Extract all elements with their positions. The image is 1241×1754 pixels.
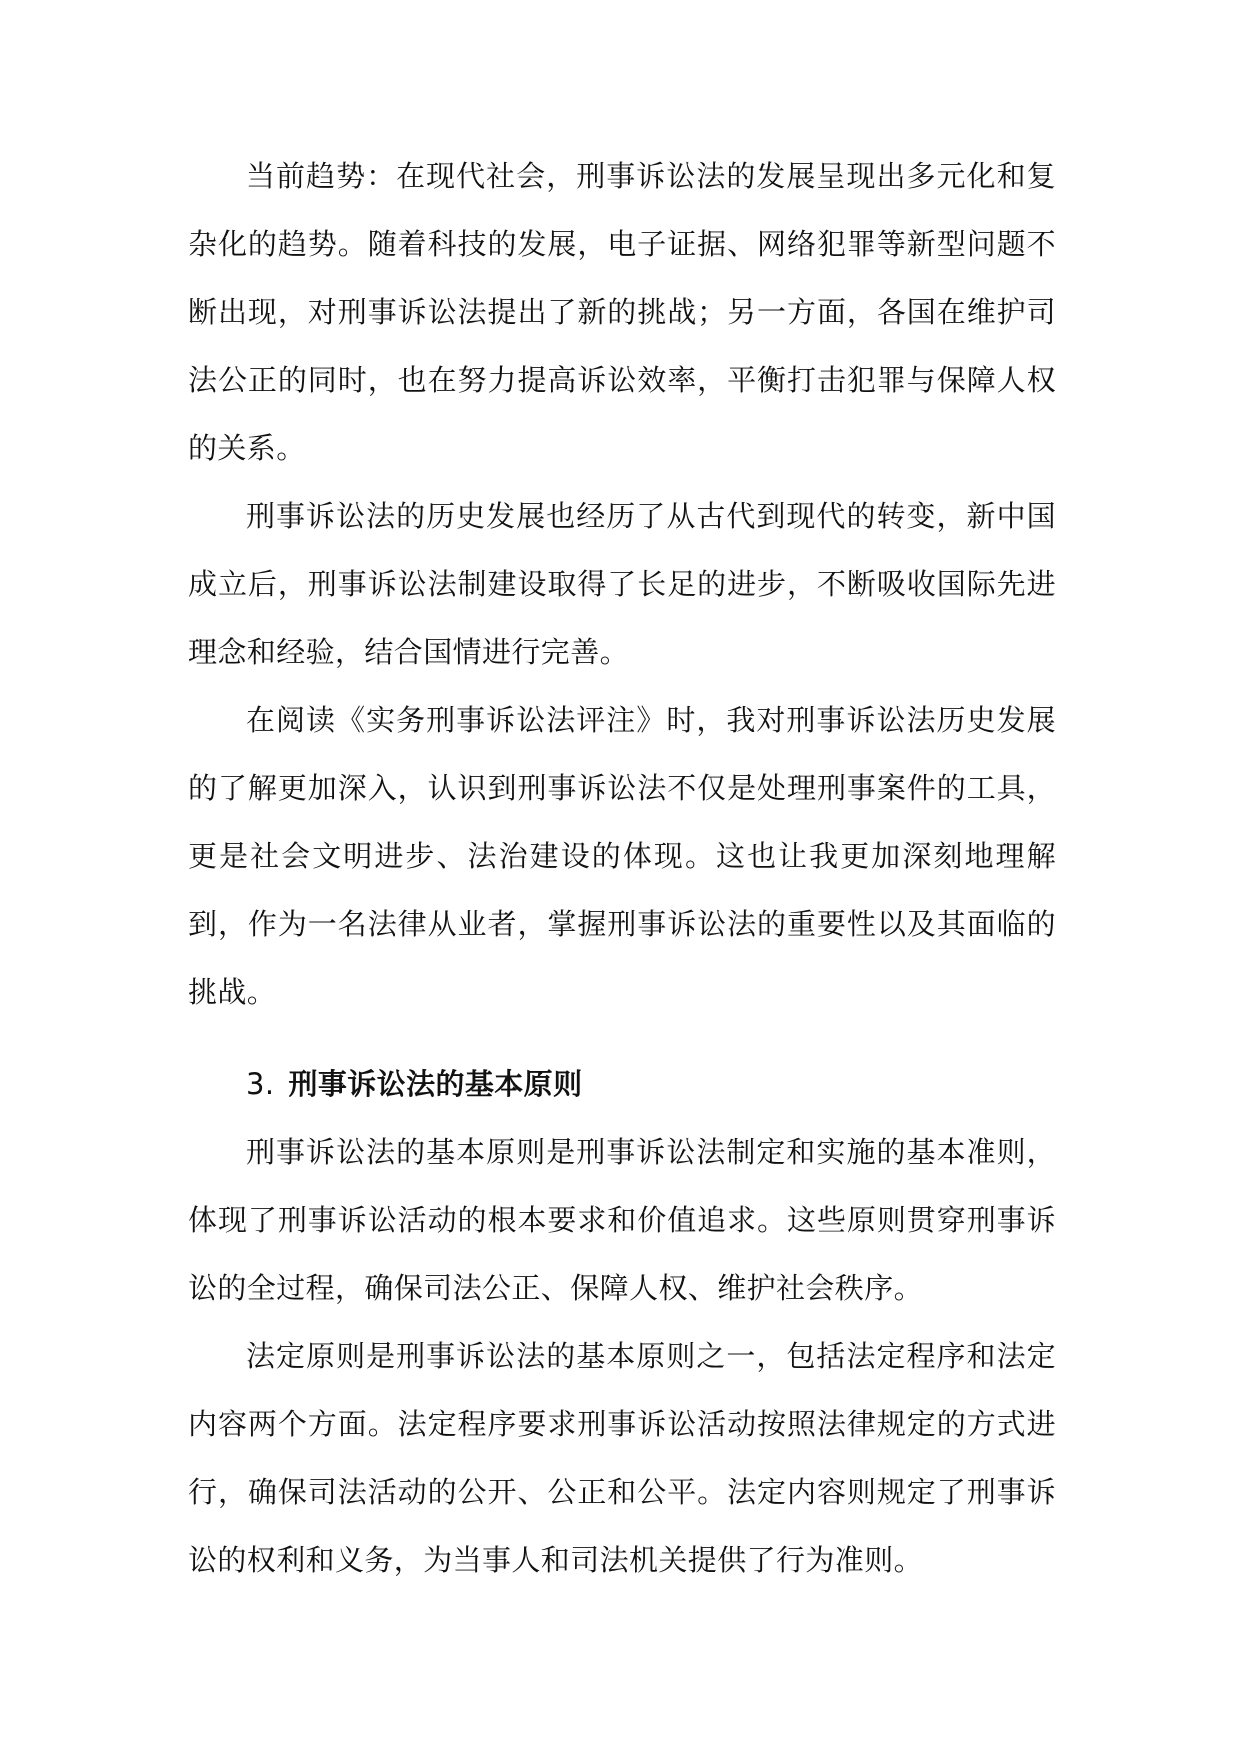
paragraph-basic-principles: 刑事诉讼法的基本原则是刑事诉讼法制定和实施的基本准则，体现了刑事诉讼活动的根本要求和价值追求。这些原则贯穿刑事诉讼的全过程，确保司法公正、保障人权、维护社会秩序。: [188, 1135, 1056, 1305]
paragraph-historical-development: 刑事诉讼法的历史发展也经历了从古代到现代的转变，新中国成立后，刑事诉讼法制建设取得了长足的进步，不断吸收国际先进理念和经验，结合国情进行完善。: [188, 499, 1056, 669]
section-heading: [188, 1050, 1056, 1118]
paragraph-reading-reflection: 在阅读《实务刑事诉讼法评注》时，我对刑事诉讼法历史发展的了解更加深入，认识到刑事诉讼法不仅是处理刑事案件的工具，更是社会文明进步、法治建设的体现。这也让我更加深刻地理解到，作为一名法律从业者，掌握刑事诉讼法的重要性以及其面临的挑战。: [188, 703, 1056, 1009]
paragraph-legality-principle: 法定原则是刑事诉讼法的基本原则之一，包括法定程序和法定内容两个方面。法定程序要求刑事诉讼活动按照法律规定的方式进行，确保司法活动的公开、公正和公平。法定内容则规定了刑事诉讼的权利和义务，为当事人和司法机关提供了行为准则。: [188, 1339, 1056, 1577]
paragraph-current-trends: 当前趋势：在现代社会，刑事诉讼法的发展呈现出多元化和复杂化的趋势。随着科技的发展，电子证据、网络犯罪等新型问题不断出现，对刑事诉讼法提出了新的挑战；另一方面，各国在维护司法公正的同时，也在努力提高诉讼效率，平衡打击犯罪与保障人权的关系。: [188, 159, 1056, 465]
section-number: 3.: [246, 1067, 275, 1101]
section-title: 刑事诉讼法的基本原则: [288, 1067, 583, 1101]
document-body: [188, 142, 1056, 1594]
